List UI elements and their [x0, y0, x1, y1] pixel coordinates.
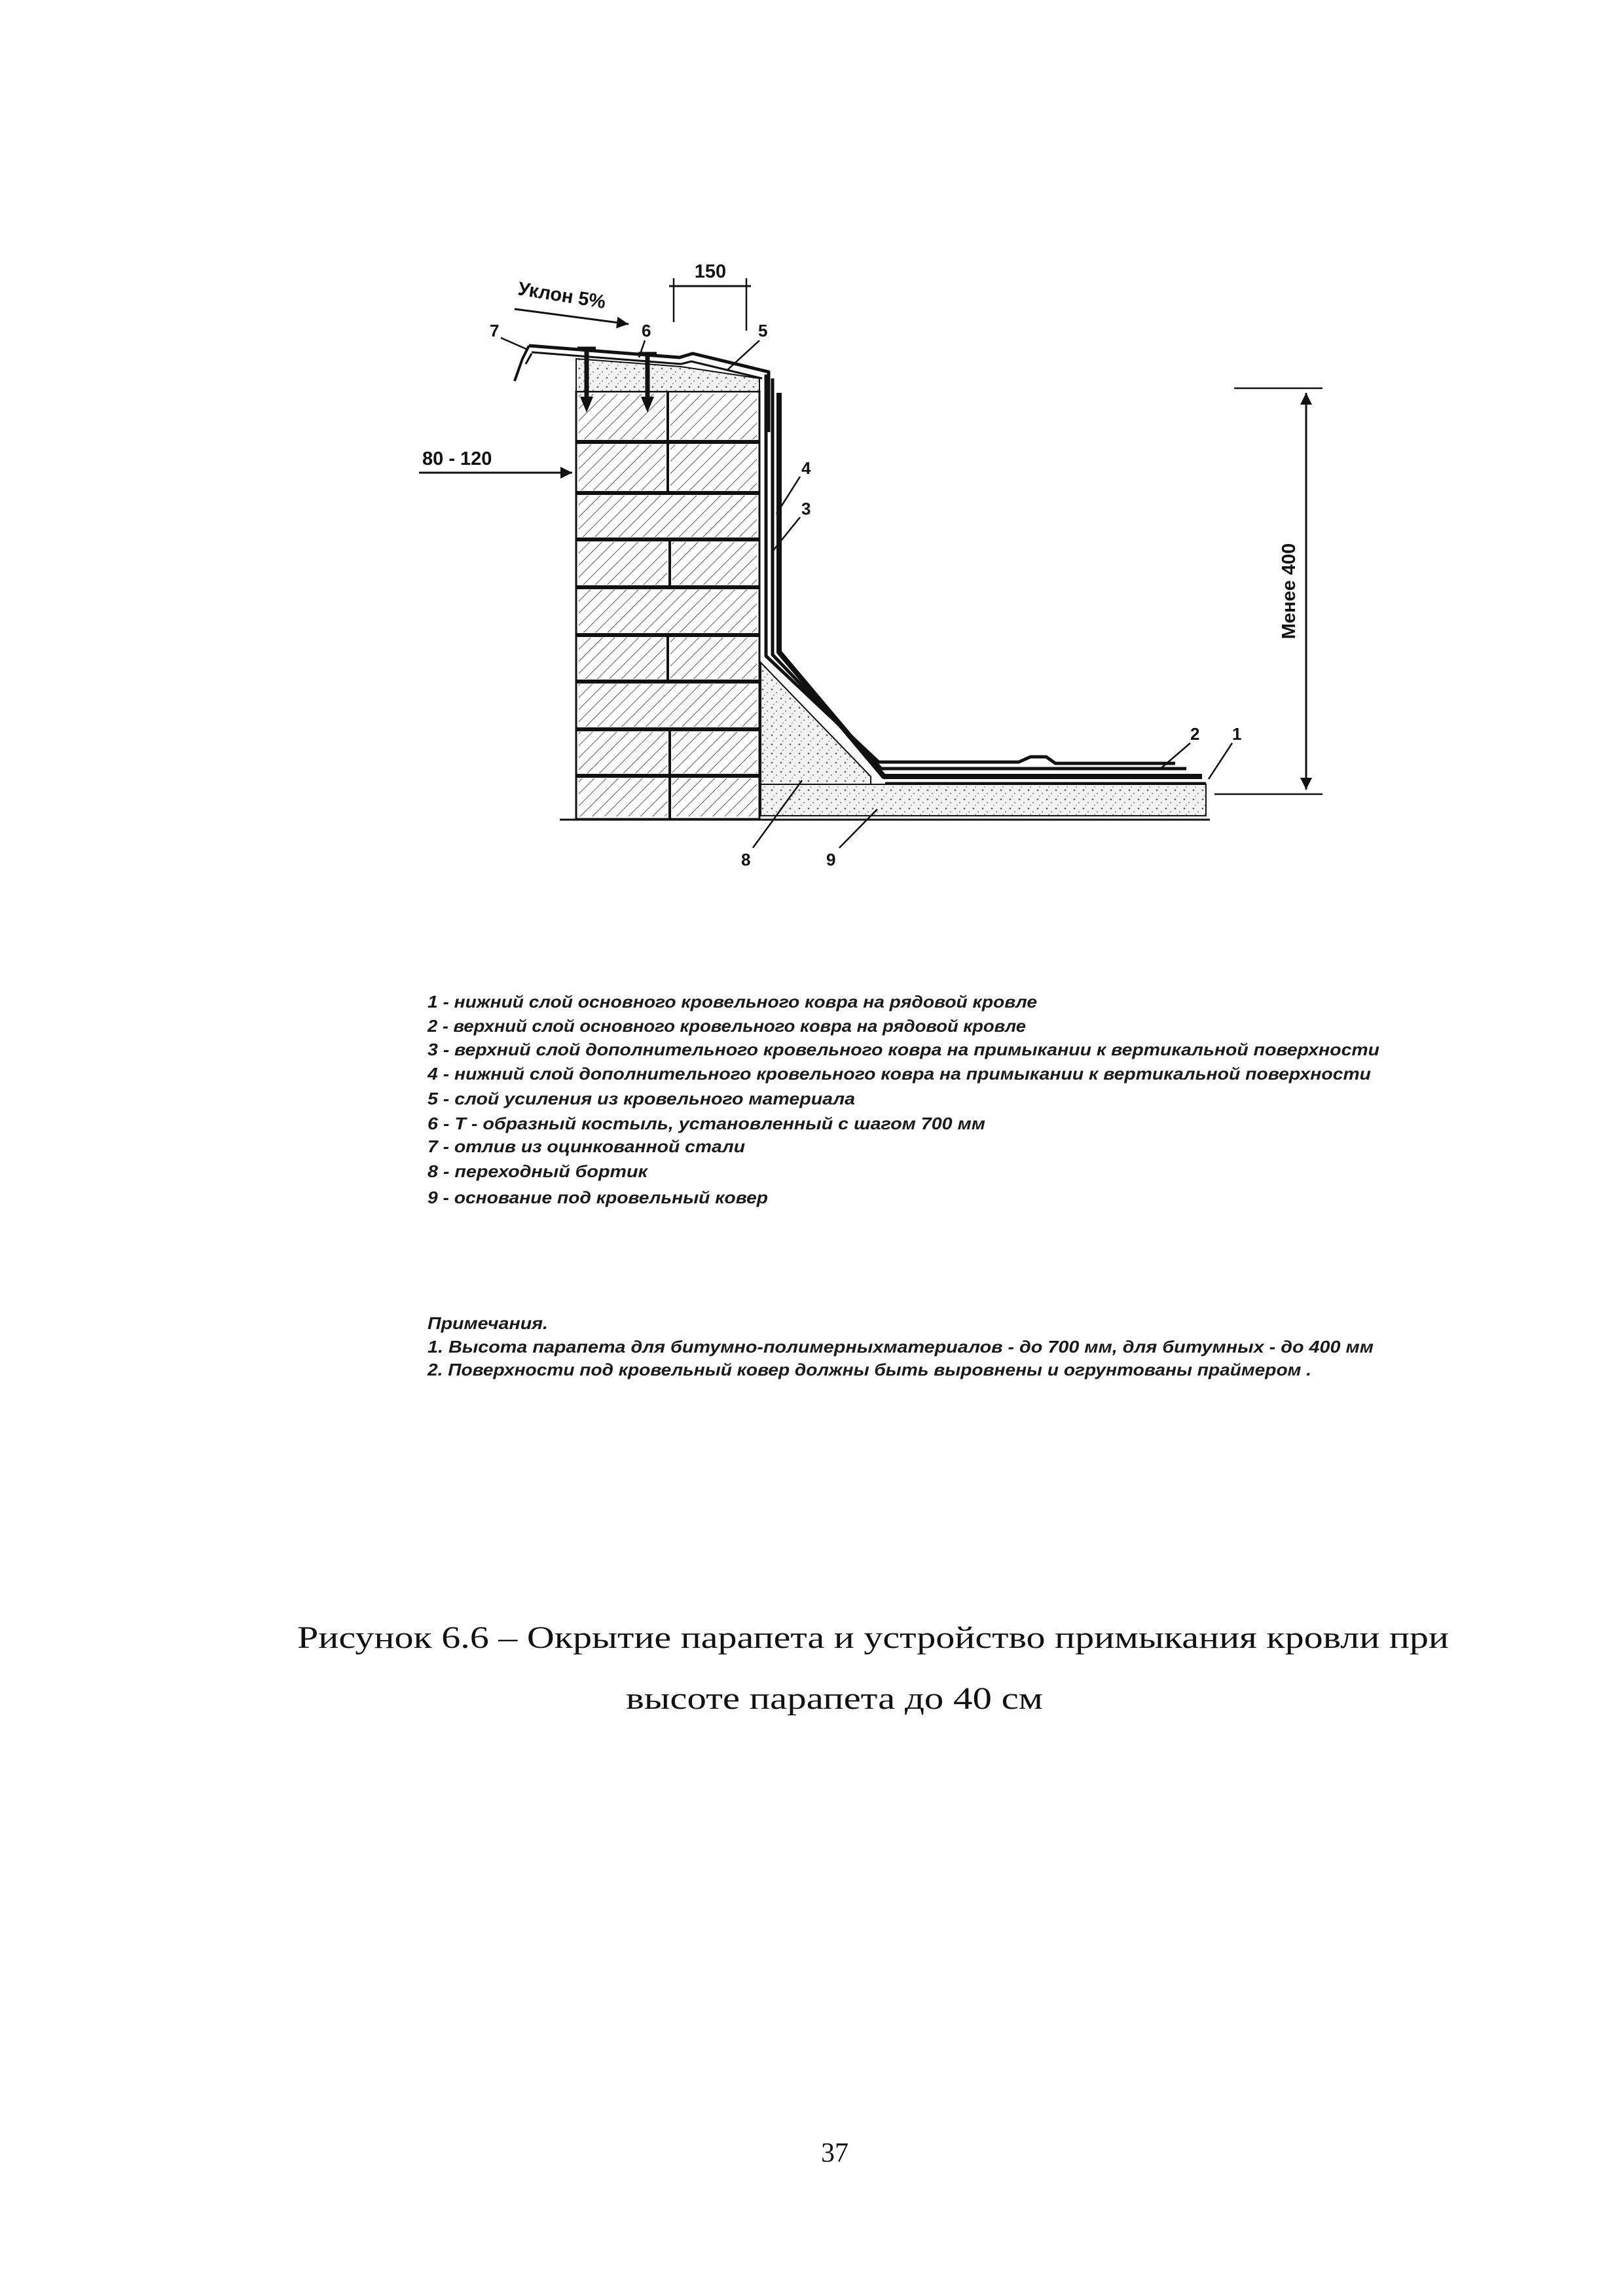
legend-item: 4 - нижний слой дополнительного кровельного ковра на примыкании к вертикальной поверхности [426, 1064, 1372, 1084]
callout-2: 2 [1190, 724, 1200, 744]
transition-fillet [761, 663, 871, 784]
brick-wall [576, 392, 759, 819]
legend-item: 6 - Т - образный костыль, установленный с шагом 700 мм [428, 1114, 985, 1133]
dimension-top-width-label: 150 [694, 261, 727, 282]
caption-line-2: высоте парапета до 40 см [626, 1681, 1043, 1716]
parapet-diagram [419, 261, 1322, 869]
slope-label: Уклон 5% [516, 278, 608, 314]
diagram-notes [427, 1313, 1374, 1379]
dimension-overhang [419, 448, 572, 473]
callout-6: 6 [642, 321, 651, 340]
legend-item: 3 - верхний слой дополнительного кровельного ковра на примыкании к вертикальной поверхности [428, 1040, 1380, 1059]
roof-base-screed [761, 784, 1206, 816]
caption-line-1: Рисунок 6.6 – Окрытие парапета и устройство примыкания кровли при [297, 1620, 1449, 1655]
dimension-height-label: Менее 400 [1279, 543, 1300, 640]
legend-item: 1 - нижний слой основного кровельного ковра на рядовой кровле [428, 992, 1037, 1011]
dimension-overhang-label: 80 - 120 [422, 448, 492, 469]
callout-5: 5 [758, 321, 768, 340]
legend-item: 2 - верхний слой основного кровельного ковра на рядовой кровле [426, 1016, 1026, 1036]
callout-3: 3 [801, 499, 811, 519]
callout-7: 7 [490, 321, 500, 340]
dimension-height [1214, 388, 1322, 794]
callout-8: 8 [741, 850, 751, 869]
roofing-membrane [766, 374, 1206, 783]
legend-item: 8 - переходный бортик [428, 1161, 649, 1181]
callout-9: 9 [826, 850, 836, 869]
slope-indicator [515, 278, 629, 324]
figure-caption [297, 1620, 1449, 1716]
callout-1: 1 [1232, 724, 1242, 744]
legend-item: 9 - основание под кровельный ковер [428, 1188, 769, 1207]
notes-title: Примечания. [428, 1313, 548, 1333]
callout-4: 4 [801, 458, 811, 478]
note-item: 1. Высота парапета для битумно-полимерныхматериалов - до 700 мм, для битумных - до 400 мм [428, 1337, 1374, 1357]
dimension-top-width [669, 261, 751, 331]
note-item: 2. Поверхности под кровельный ковер должны быть выровнены и огрунтованы праймером . [426, 1360, 1311, 1379]
legend-item: 5 - слой усиления из кровельного материала [428, 1089, 855, 1108]
page-number: 37 [821, 2138, 848, 2168]
legend-item: 7 - отлив из оцинкованной стали [428, 1137, 746, 1156]
diagram-legend [427, 992, 1379, 1207]
